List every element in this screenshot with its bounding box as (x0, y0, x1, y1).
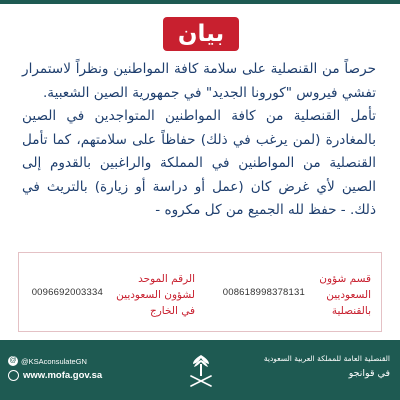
contact-number-unified[interactable]: 0096692003334 (31, 287, 103, 298)
footer-social[interactable] (8, 356, 87, 366)
contact-label-consulate: قسم شؤون السعوديين بالقنصلية (319, 273, 371, 317)
statement-body (22, 58, 376, 223)
contact-label-unified: الرقم الموحد لشؤون السعوديين في الخارج (116, 273, 195, 317)
saudi-emblem-icon (186, 352, 216, 388)
page-title: بيان (177, 21, 225, 47)
contact-number-consulate[interactable]: 008618998378131 (222, 287, 305, 298)
globe-icon (8, 370, 19, 381)
social-handle: @KSAconsulateGN (21, 356, 87, 366)
paragraph-2: تأمل القنصلية من كافة المواطنين المتواجدين في الصين بالمغادرة (لمن يرغب في ذلك) حفاظاً على سلامتهم، كما تأمل القنصلية من المواطنين في المملكة والراغبين بالقدوم إلى الصين لأي غرض كان (عمل أو دراسة أو زيارة) بالتريث في ذلك. - حفظ لله الجميع من كل مكروه - (22, 108, 376, 218)
footer-city: في قوانجو (348, 368, 390, 379)
top-accent-bar (0, 0, 400, 4)
footer (0, 340, 400, 400)
contact-consulate (193, 271, 371, 323)
contact-box (18, 252, 382, 332)
title-badge (163, 17, 239, 51)
footer-org-name: القنصلية العامة للمملكة العربية السعودية (263, 354, 390, 363)
at-icon: @ (9, 357, 17, 364)
website-url: www.mofa.gov.sa (23, 370, 103, 381)
contact-unified (23, 271, 195, 323)
footer-website[interactable] (8, 370, 102, 381)
paragraph-1: حرصاً من القنصلية على سلامة كافة المواطنين ونظراً لاستمرار تفشي فيروس "كورونا الجديد" في جمهورية الصين الشعبية. (22, 61, 376, 101)
